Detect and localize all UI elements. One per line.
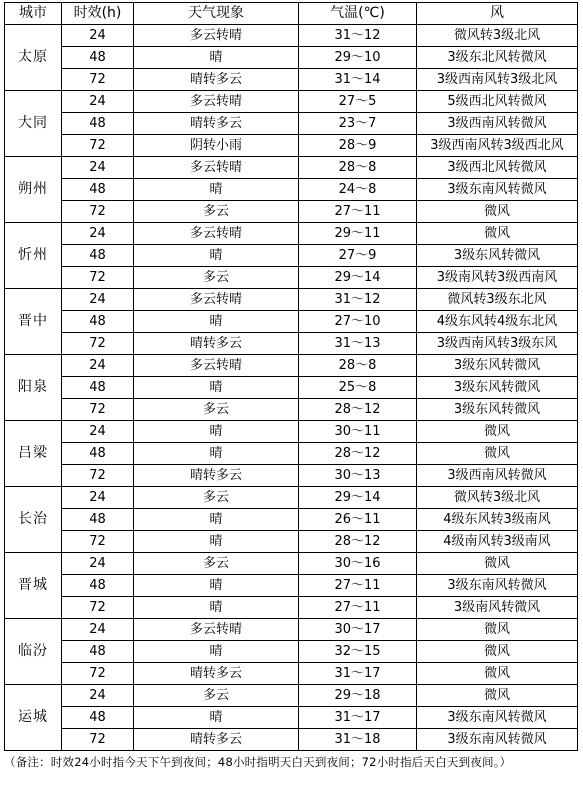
temperature-cell: 25～8 [299, 377, 417, 399]
weather-cell: 晴 [134, 575, 299, 597]
wind-cell: 微风 [417, 421, 578, 443]
hours-cell: 72 [62, 597, 134, 619]
hours-cell: 72 [62, 465, 134, 487]
weather-cell: 多云 [134, 487, 299, 509]
city-name-cell: 忻州 [5, 223, 62, 289]
weather-cell: 多云 [134, 553, 299, 575]
wind-cell: 4级东风转4级东北风 [417, 311, 578, 333]
hours-cell: 24 [62, 25, 134, 47]
wind-cell: 3级西南风转微风 [417, 465, 578, 487]
wind-cell: 3级东南风转微风 [417, 707, 578, 729]
hours-cell: 48 [62, 443, 134, 465]
weather-cell: 多云 [134, 201, 299, 223]
table-row [5, 399, 578, 421]
table-row [5, 641, 578, 663]
wind-cell: 微风转3级北风 [417, 487, 578, 509]
weather-cell: 多云 [134, 399, 299, 421]
hours-cell: 72 [62, 201, 134, 223]
hours-cell: 48 [62, 311, 134, 333]
weather-cell: 晴 [134, 245, 299, 267]
table-header [5, 3, 578, 25]
temperature-cell: 27～10 [299, 311, 417, 333]
temperature-cell: 28～9 [299, 135, 417, 157]
temperature-cell: 29～14 [299, 487, 417, 509]
wind-cell: 微风 [417, 663, 578, 685]
wind-cell: 微风 [417, 553, 578, 575]
temperature-cell: 27～11 [299, 575, 417, 597]
wind-cell: 3级东风转微风 [417, 355, 578, 377]
header-wind: 风 [417, 3, 578, 25]
weather-cell: 多云转晴 [134, 25, 299, 47]
wind-cell: 4级东风转3级南风 [417, 509, 578, 531]
temperature-cell: 24～8 [299, 179, 417, 201]
header-hours: 时效(h) [62, 3, 134, 25]
table-row [5, 311, 578, 333]
table-row [5, 245, 578, 267]
temperature-cell: 28～8 [299, 157, 417, 179]
weather-cell: 晴转多云 [134, 333, 299, 355]
table-row [5, 355, 578, 377]
weather-cell: 多云转晴 [134, 157, 299, 179]
table-row [5, 597, 578, 619]
wind-cell: 3级南风转微风 [417, 597, 578, 619]
temperature-cell: 27～11 [299, 597, 417, 619]
weather-cell: 晴转多云 [134, 663, 299, 685]
hours-cell: 72 [62, 531, 134, 553]
temperature-cell: 29～10 [299, 47, 417, 69]
weather-cell: 多云 [134, 267, 299, 289]
temperature-cell: 27～9 [299, 245, 417, 267]
temperature-cell: 28～8 [299, 355, 417, 377]
table-row [5, 267, 578, 289]
table-row [5, 663, 578, 685]
table-row [5, 289, 578, 311]
hours-cell: 48 [62, 509, 134, 531]
hours-cell: 24 [62, 355, 134, 377]
temperature-cell: 28～12 [299, 399, 417, 421]
weather-cell: 晴 [134, 311, 299, 333]
table-row [5, 619, 578, 641]
hours-cell: 24 [62, 421, 134, 443]
wind-cell: 3级西南风转3级北风 [417, 69, 578, 91]
table-row [5, 377, 578, 399]
table-row [5, 707, 578, 729]
wind-cell: 微风转3级北风 [417, 25, 578, 47]
header-weather: 天气现象 [134, 3, 299, 25]
hours-cell: 24 [62, 289, 134, 311]
temperature-cell: 28～12 [299, 531, 417, 553]
temperature-cell: 31～12 [299, 289, 417, 311]
footnote: （备注：时效24小时指今天下午到夜间；48小时指明天白天到夜间；72小时指后天白天到夜间。） [4, 755, 512, 769]
wind-cell: 3级东南风转微风 [417, 179, 578, 201]
weather-cell: 晴 [134, 47, 299, 69]
city-name-cell: 临汾 [5, 619, 62, 685]
wind-cell: 微风 [417, 443, 578, 465]
forecast-table [4, 2, 578, 751]
weather-cell: 晴转多云 [134, 729, 299, 751]
weather-cell: 多云转晴 [134, 289, 299, 311]
wind-cell: 微风转3级东北风 [417, 289, 578, 311]
weather-cell: 晴 [134, 707, 299, 729]
city-name-cell: 晋城 [5, 553, 62, 619]
weather-cell: 晴转多云 [134, 69, 299, 91]
weather-cell: 多云转晴 [134, 619, 299, 641]
hours-cell: 24 [62, 553, 134, 575]
city-name-cell: 阳泉 [5, 355, 62, 421]
hours-cell: 24 [62, 157, 134, 179]
weather-cell: 多云转晴 [134, 223, 299, 245]
city-name-cell: 太原 [5, 25, 62, 91]
weather-cell: 晴 [134, 531, 299, 553]
weather-cell: 多云转晴 [134, 355, 299, 377]
city-name-cell: 吕梁 [5, 421, 62, 487]
table-row [5, 223, 578, 245]
weather-cell: 多云转晴 [134, 91, 299, 113]
wind-cell: 微风 [417, 619, 578, 641]
hours-cell: 48 [62, 245, 134, 267]
city-name-cell: 长治 [5, 487, 62, 553]
weather-cell: 多云 [134, 685, 299, 707]
temperature-cell: 31～12 [299, 25, 417, 47]
table-row [5, 333, 578, 355]
hours-cell: 24 [62, 685, 134, 707]
hours-cell: 72 [62, 333, 134, 355]
temperature-cell: 29～11 [299, 223, 417, 245]
table-row [5, 575, 578, 597]
wind-cell: 微风 [417, 641, 578, 663]
weather-cell: 晴 [134, 509, 299, 531]
city-name-cell: 朔州 [5, 157, 62, 223]
table-row [5, 47, 578, 69]
hours-cell: 48 [62, 179, 134, 201]
temperature-cell: 32～15 [299, 641, 417, 663]
hours-cell: 72 [62, 135, 134, 157]
temperature-cell: 23～7 [299, 113, 417, 135]
wind-cell: 3级西南风转3级东风 [417, 333, 578, 355]
table-row [5, 179, 578, 201]
wind-cell: 3级东风转微风 [417, 399, 578, 421]
temperature-cell: 30～17 [299, 619, 417, 641]
hours-cell: 48 [62, 47, 134, 69]
temperature-cell: 30～11 [299, 421, 417, 443]
hours-cell: 24 [62, 487, 134, 509]
hours-cell: 48 [62, 707, 134, 729]
temperature-cell: 29～14 [299, 267, 417, 289]
table-row [5, 443, 578, 465]
wind-cell: 3级东南风转微风 [417, 575, 578, 597]
table-row [5, 135, 578, 157]
table-body [5, 25, 578, 751]
temperature-cell: 31～17 [299, 707, 417, 729]
weather-cell: 晴 [134, 641, 299, 663]
wind-cell: 3级西南风转微风 [417, 113, 578, 135]
header-city: 城市 [5, 3, 62, 25]
weather-cell: 晴 [134, 179, 299, 201]
weather-cell: 晴 [134, 597, 299, 619]
wind-cell: 3级东风转微风 [417, 377, 578, 399]
hours-cell: 24 [62, 223, 134, 245]
wind-cell: 微风 [417, 685, 578, 707]
table-row [5, 531, 578, 553]
header-row [5, 3, 578, 25]
table-row [5, 487, 578, 509]
table-row [5, 157, 578, 179]
wind-cell: 4级南风转3级南风 [417, 531, 578, 553]
wind-cell: 3级西北风转微风 [417, 157, 578, 179]
weather-cell: 晴 [134, 421, 299, 443]
weather-cell: 晴转多云 [134, 113, 299, 135]
weather-cell: 阴转小雨 [134, 135, 299, 157]
temperature-cell: 30～13 [299, 465, 417, 487]
hours-cell: 24 [62, 91, 134, 113]
hours-cell: 24 [62, 619, 134, 641]
wind-cell: 3级东南风转微风 [417, 729, 578, 751]
table-row [5, 465, 578, 487]
table-row [5, 421, 578, 443]
hours-cell: 48 [62, 377, 134, 399]
hours-cell: 72 [62, 399, 134, 421]
wind-cell: 3级西南风转3级西北风 [417, 135, 578, 157]
wind-cell: 5级西北风转微风 [417, 91, 578, 113]
hours-cell: 48 [62, 641, 134, 663]
weather-cell: 晴转多云 [134, 465, 299, 487]
wind-cell: 3级东风转微风 [417, 245, 578, 267]
table-row [5, 509, 578, 531]
hours-cell: 48 [62, 113, 134, 135]
table-row [5, 553, 578, 575]
table-row [5, 729, 578, 751]
temperature-cell: 26～11 [299, 509, 417, 531]
wind-cell: 微风 [417, 201, 578, 223]
table-row [5, 685, 578, 707]
hours-cell: 72 [62, 267, 134, 289]
wind-cell: 3级南风转3级西南风 [417, 267, 578, 289]
hours-cell: 72 [62, 663, 134, 685]
weather-cell: 晴 [134, 377, 299, 399]
temperature-cell: 31～14 [299, 69, 417, 91]
city-name-cell: 晋中 [5, 289, 62, 355]
temperature-cell: 27～11 [299, 201, 417, 223]
table-row [5, 113, 578, 135]
wind-cell: 3级东北风转微风 [417, 47, 578, 69]
table-row [5, 201, 578, 223]
hours-cell: 72 [62, 729, 134, 751]
wind-cell: 微风 [417, 223, 578, 245]
temperature-cell: 31～18 [299, 729, 417, 751]
header-temperature: 气温(℃) [299, 3, 417, 25]
temperature-cell: 27～5 [299, 91, 417, 113]
hours-cell: 48 [62, 575, 134, 597]
weather-cell: 晴 [134, 443, 299, 465]
city-name-cell: 大同 [5, 91, 62, 157]
temperature-cell: 30～16 [299, 553, 417, 575]
temperature-cell: 29～18 [299, 685, 417, 707]
city-name-cell: 运城 [5, 685, 62, 751]
forecast-document [4, 2, 577, 770]
table-row [5, 69, 578, 91]
hours-cell: 72 [62, 69, 134, 91]
temperature-cell: 31～13 [299, 333, 417, 355]
temperature-cell: 31～17 [299, 663, 417, 685]
table-row [5, 25, 578, 47]
temperature-cell: 28～12 [299, 443, 417, 465]
table-row [5, 91, 578, 113]
